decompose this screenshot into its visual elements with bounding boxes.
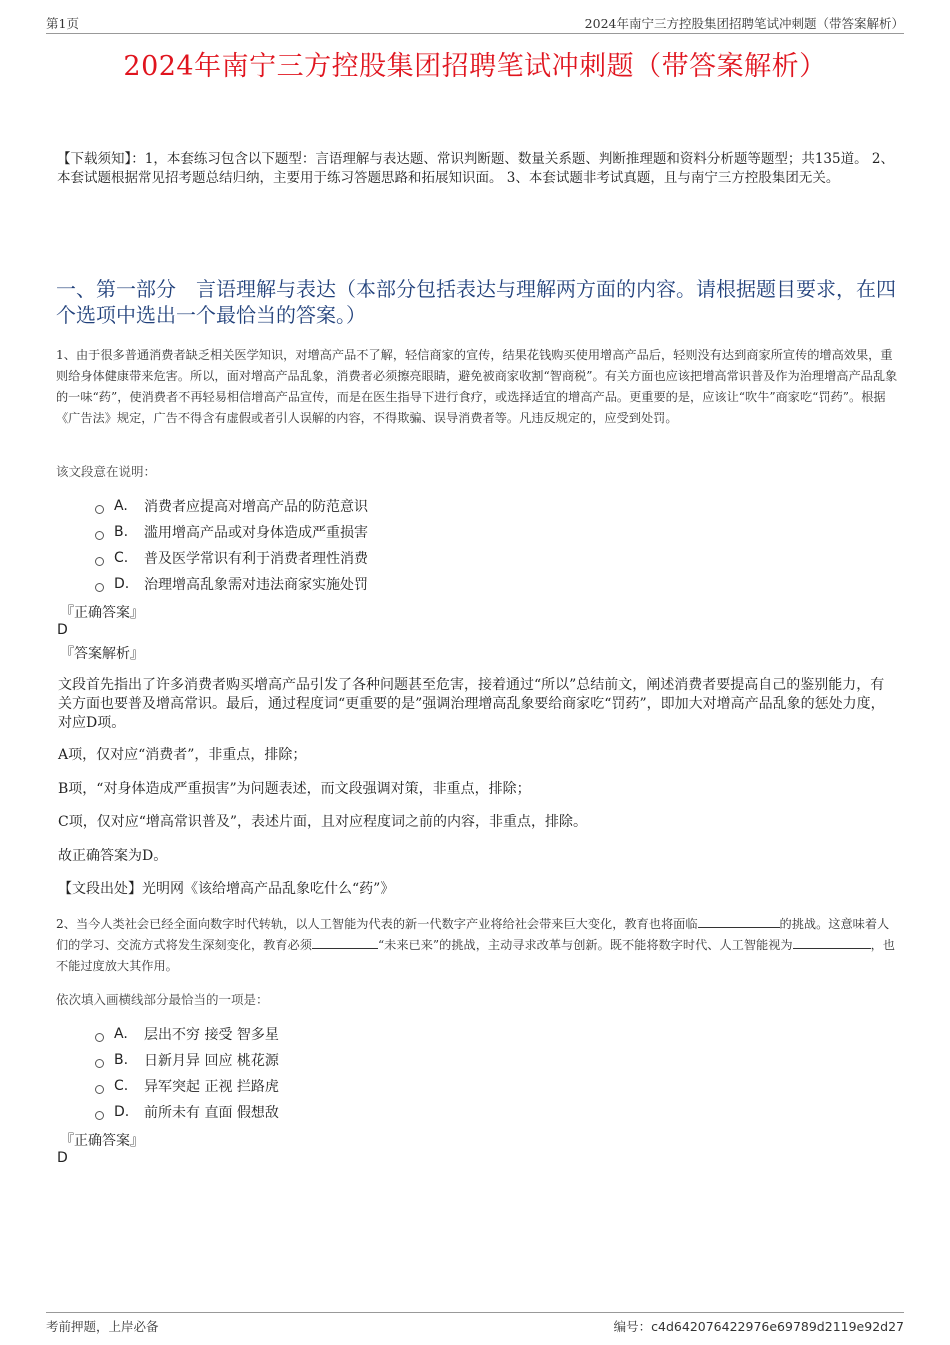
- text-source: 【文段出处】光明网《该给增高产品乱象吃什么“药”》: [58, 881, 395, 897]
- section-heading: 一、第一部分 言语理解与表达（本部分包括表达与理解两方面的内容。请根据题目要求，在四个选项中选出一个最恰当的答案。）: [56, 277, 896, 327]
- option-letter: D.: [114, 576, 130, 592]
- option-letter: C.: [114, 550, 129, 566]
- document-code: [614, 1317, 904, 1335]
- analysis-line-c: C项，仅对应“增高常识普及”，表述片面，且对应程度词之前的内容，非重点，排除。: [58, 814, 588, 830]
- q2-text-part: 的挑战。这意味着人们的学习、交流方式将发生深刻变化，教育必须: [56, 917, 890, 952]
- question-2-text: [56, 914, 898, 977]
- q1-option-a[interactable]: [95, 496, 368, 516]
- analysis-conclusion: 故正确答案为D。: [58, 848, 168, 864]
- fill-blank: [312, 936, 378, 949]
- radio-icon[interactable]: [95, 583, 104, 592]
- q1-option-b[interactable]: [95, 522, 368, 542]
- analysis-text: 文段首先指出了许多消费者购买增高产品引发了各种问题甚至危害，接着通过“所以”总结前文，阐述消费者要提高自己的鉴别能力，有关方面也要普及增高常识。最后，通过程度词“更重要的是”强调治理增高乱象要给商家吃“罚药”，即加大对增高产品乱象的惩处力度，对应D项。: [58, 677, 885, 731]
- option-letter: C.: [114, 1078, 129, 1094]
- option-text: 日新月异 回应 桃花源: [144, 1053, 279, 1069]
- question-1-stem: 该文段意在说明：: [56, 464, 157, 479]
- fill-blank: [698, 915, 780, 928]
- radio-icon[interactable]: [95, 1059, 104, 1068]
- correct-answer: D: [57, 1150, 68, 1166]
- option-text: 层出不穷 接受 智多星: [144, 1027, 279, 1043]
- document-title: 2024年南宁三方控股集团招聘笔试冲刺题（带答案解析）: [123, 51, 827, 82]
- download-notice: 【下载须知】：1，本套练习包含以下题型：言语理解与表达题、常识判断题、数量关系题、判断推理题和资料分析题等题型；共135道。 2、本套试题根据常见招考题总结归纳，主要用于练习答题思路和拓展知识面。 3、本套试题非考试真题，且与南宁三方控股集团无关。: [57, 151, 894, 186]
- radio-icon[interactable]: [95, 505, 104, 514]
- code-value: c4d642076422976e69789d2119e92d27: [651, 1319, 904, 1334]
- radio-icon[interactable]: [95, 557, 104, 566]
- page-header: [46, 14, 904, 34]
- correct-answer-label: 『正确答案』: [60, 1133, 144, 1149]
- q2-option-d[interactable]: [95, 1102, 279, 1122]
- question-1-text: 1、由于很多普通消费者缺乏相关医学知识，对增高产品不了解，轻信商家的宣传，结果花钱购买使用增高产品后，轻则没有达到商家所宣传的增高效果，重则给身体健康带来危害。所以，面对增高产品乱象，消费者必须擦亮眼睛，避免被商家收割“智商税”。有关方面也应该把增高常识普及作为治理增高产品乱象的一味“药”，使消费者不再轻易相信增高产品宣传，而是在医生指导下进行食疗，或选择适宜的增高产品。更重要的是，应该让“吹牛”商家吃“罚药”。根据《广告法》规定，广告不得含有虚假或者引人误解的内容，不得欺骗、误导消费者等。凡违反规定的，应受到处罚。: [56, 348, 898, 425]
- option-text: 普及医学常识有利于消费者理性消费: [144, 551, 368, 567]
- option-text: 滥用增高产品或对身体造成严重损害: [144, 525, 368, 541]
- q1-option-c[interactable]: [95, 548, 368, 568]
- analysis-line-b: B项，“对身体造成严重损害”为问题表述，而文段强调对策，非重点，排除；: [58, 781, 531, 797]
- q2-text-part: 2、当今人类社会已经全面向数字时代转轨，以人工智能为代表的新一代数字产业将给社会带来巨大变化，教育也将面临: [56, 917, 698, 931]
- q2-text-part: “未来已来”的挑战，主动寻求改革与创新。既不能将数字时代、人工智能视为: [377, 938, 793, 952]
- radio-icon[interactable]: [95, 1085, 104, 1094]
- footer-slogan: 考前押题，上岸必备: [46, 1319, 159, 1334]
- page-footer: [46, 1312, 904, 1335]
- analysis-label: 『答案解析』: [60, 646, 144, 662]
- q2-option-a[interactable]: [95, 1024, 279, 1044]
- q2-option-c[interactable]: [95, 1076, 279, 1096]
- page-number: 第1页: [46, 16, 79, 31]
- radio-icon[interactable]: [95, 1111, 104, 1120]
- option-text: 消费者应提高对增高产品的防范意识: [144, 499, 368, 515]
- analysis-line-a: A项，仅对应“消费者”，非重点，排除；: [58, 747, 307, 763]
- correct-answer-label: 『正确答案』: [60, 605, 144, 621]
- option-letter: B.: [114, 1052, 129, 1068]
- radio-icon[interactable]: [95, 1033, 104, 1042]
- q2-option-b[interactable]: [95, 1050, 279, 1070]
- radio-icon[interactable]: [95, 531, 104, 540]
- option-letter: D.: [114, 1104, 130, 1120]
- correct-answer: D: [57, 622, 68, 638]
- q1-option-d[interactable]: [95, 574, 368, 594]
- option-letter: A.: [114, 498, 128, 514]
- option-text: 异军突起 正视 拦路虎: [144, 1079, 279, 1095]
- q2-text-part: ，也不能过度放大其作用。: [56, 938, 895, 973]
- option-letter: A.: [114, 1026, 128, 1042]
- question-2-stem: 依次填入画横线部分最恰当的一项是：: [56, 992, 269, 1007]
- option-text: 治理增高乱象需对违法商家实施处罚: [144, 577, 368, 593]
- header-doc-title: 2024年南宁三方控股集团招聘笔试冲刺题（带答案解析）: [584, 16, 904, 31]
- code-label: 编号：: [613, 1319, 652, 1334]
- fill-blank: [793, 936, 871, 949]
- option-text: 前所未有 直面 假想敌: [144, 1105, 279, 1121]
- option-letter: B.: [114, 524, 129, 540]
